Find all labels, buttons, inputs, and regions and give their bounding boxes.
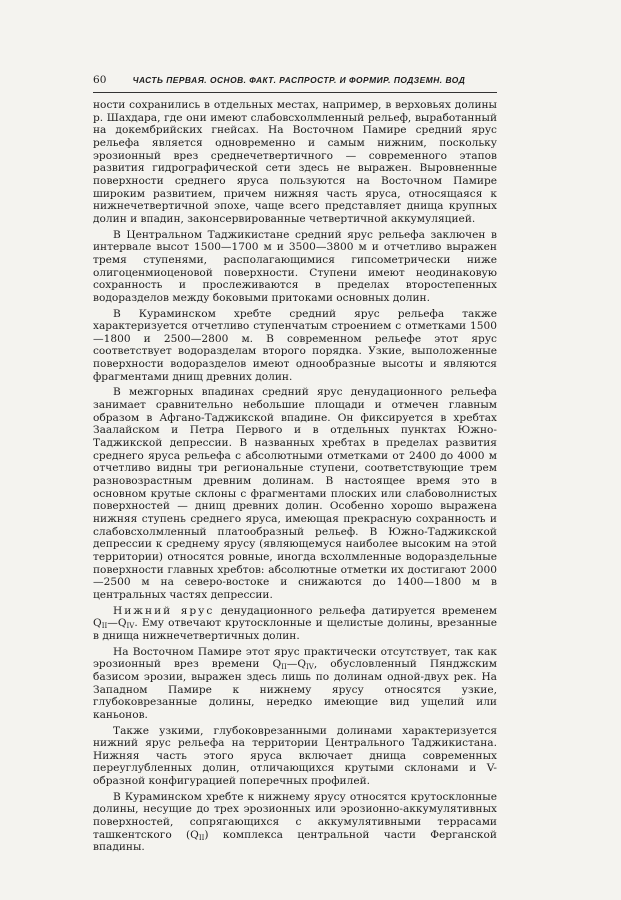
running-header xyxy=(93,74,497,93)
paragraph: ности сохранились в отдельных местах, например, в верховьях долины р. Шахдара, где они имеют слабовсхолмленный рельеф, выработанный на докембрийских гнейсах. На Восточном Памире средний ярус рельефа является одновременно и самым нижним, поскольку эрозионный врез среднечетвертичного — современного этапов развития гидрографической сети здесь не выражен. Выровненные поверхности среднего яруса пользуются на Восточном Памире широким развитием, причем нижняя часть яруса, относящаяся к нижнечетвертичной эпохе, чаще всего представляет днища крупных долин и впадин, законсервированные четвертичной аккумуляцией. xyxy=(93,99,497,225)
running-title: ЧАСТЬ ПЕРВАЯ. ОСНОВ. ФАКТ. РАСПРОСТР. И ФОРМИР. ПОДЗЕМН. ВОД xyxy=(132,75,466,85)
paragraph: Нижний ярус денудационного рельефа датируется временем $Q_{II}—Q_{IV}$. Ему отвечают крутосклонные и щелистые долины, врезанные в днища нижнечетвертичных долин. xyxy=(93,604,497,642)
paragraph: Также узкими, глубоковрезанными долинами характеризуется нижний ярус рельефа на территории Центрального Таджикистана. Нижняя часть этого яруса включает днища современных переуглубленных долин, отличающихся крутыми склонами и V-образной конфигурацией поперечных профилей. xyxy=(93,724,497,788)
paragraph: На Восточном Памире этот ярус практически отсутствует, так как эрозионный врез времени $Q_{II}—Q_{IV}$, обусловленный Пянджским базисом эрозии, выражен здесь лишь по долинам одной-двух рек. На Западном Памире к нижнему ярусу относятся узкие, глубоковрезанные долины, нередко имеющие вид ущелий или каньонов. xyxy=(93,645,497,721)
paragraph: В межгорных впадинах средний ярус денудационного рельефа занимает сравнительно небольшие площади и отмечен главным образом в Афгано-Таджикской впадине. Он фиксируется в хребтах Заалайском и Петра Первого и в отдельных пунктах Южно-Таджикской депрессии. В названных хребтах в пределах развития среднего яруса рельефа с абсолютными отметками от 2400 до 4000 м отчетливо видны три региональные ступени, соответствующие трем разновозрастным древним долинам. В настоящее время это в основном крутые склоны с фрагментами плоских или слабоволнистых поверхностей — днищ древних долин. Особенно хорошо выражена нижняя ступень среднего яруса, имеющая прекрасную сохранность и слабовсхолмленный платообразный рельеф. В Южно-Таджикской депрессии к среднему ярусу (являющемуся наиболее высоким на этой территории) относятся ровные, иногда всхолмленные водораздельные поверхности главных хребтов: абсолютные отметки их достигают 2000—2500 м на северо-востоке и снижаются до 1400—1800 м в центральных частях депрессии. xyxy=(93,386,497,601)
paragraph: В Кураминском хребте к нижнему ярусу относятся крутосклонные долины, несущие до трех эрозионных или эрозионно-аккумулятивных поверхностей, сопрягающихся с аккумулятивными террасами ташкентского $(Q_{II})$ комплекса центральной части Ферганской впадины. xyxy=(93,790,497,854)
paragraph: В Центральном Таджикистане средний ярус рельефа заключен в интервале высот 1500—1700 м и 3500—3800 м и отчетливо выражен тремя ступенями, располагающимися гипсометрически ниже олигоценмиоценовой поверхности. Ступени имеют неодинаковую сохранность и прослеживаются в пределах второстепенных водоразделов между боковыми притоками основных долин. xyxy=(93,228,497,304)
paragraph: В Кураминском хребте средний ярус рельефа также характеризуется отчетливо ступенчатым строением с отметками 1500—1800 и 2500—2800 м. В современном рельефе этот ярус соответствует водоразделам второго порядка. Узкие, выположенные поверхности водоразделов имеют однообразные высоты и являются фрагментами днищ древних долин. xyxy=(93,307,497,383)
spaced-term: Нижний ярус xyxy=(113,604,215,617)
page-number: 60 xyxy=(93,74,107,86)
body-text xyxy=(93,99,497,854)
page xyxy=(93,74,497,857)
